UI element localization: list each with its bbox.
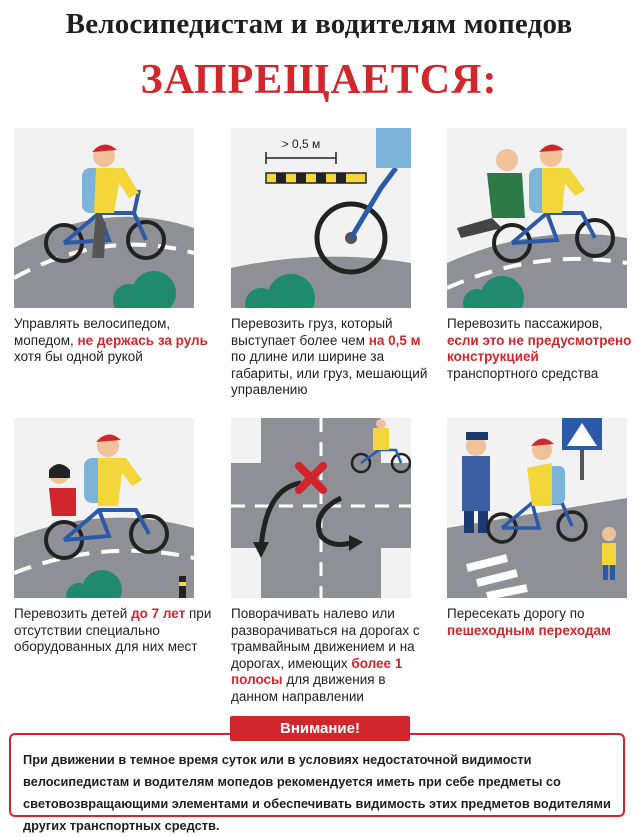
caption-highlight: не держась за руль: [77, 332, 208, 348]
caption-text: Управлять велосипедом, мопедом,: [14, 316, 171, 348]
notice-text: При движении в темное время суток или в условиях недостаточной видимости велосипедистам и водителям мопедов рекомендуется иметь при себе предметы со световозвращающими элементами и обеспечивать видимость этих предметов водителями других транспортных средств.: [23, 752, 611, 833]
caption-highlight: если это не предусмотрено конструкцией: [447, 332, 632, 364]
caption-text: транспортного средства: [447, 365, 599, 381]
page-subtitle: ЗАПРЕЩАЕТСЯ:: [140, 57, 498, 103]
page-title: Велосипедистам и водителям мопедов: [65, 8, 573, 40]
caption-child: [14, 606, 214, 656]
illustration-crosswalk: [447, 418, 627, 598]
caption-crosswalk: [447, 606, 627, 639]
caption-cargo: [231, 316, 431, 399]
caption-text: Пересекать дорогу по: [447, 606, 585, 621]
illustration-child: [14, 418, 194, 598]
illustration-left-turn: [231, 418, 411, 598]
caption-text: при отсутствии специально оборудованных для них мест: [14, 606, 212, 654]
illustration-passenger: [447, 128, 627, 308]
caption-left-turn: [231, 606, 421, 705]
caption-text: для движения в данном направлении: [231, 672, 386, 704]
illustration-no-hands: [14, 128, 194, 308]
illustration-cargo: [231, 128, 411, 308]
caption-text: по длине или ширине за габариты, или груз, мешающий управлению: [231, 349, 428, 397]
caption-highlight: на 0,5 м: [368, 332, 421, 348]
caption-text: Перевозить пассажиров,: [447, 316, 603, 331]
notice-box: [9, 733, 625, 833]
caption-text: Перевозить детей: [14, 606, 132, 621]
caption-highlight: до 7 лет: [131, 606, 186, 621]
caption-passenger: [447, 316, 632, 382]
caption-text: хотя бы одной рукой: [14, 349, 143, 364]
caption-no-hands: [14, 316, 214, 366]
caption-text: Поворачивать налево или разворачиваться на дорогах с трамвайным движением и на дорогах, имеющих: [231, 606, 420, 671]
measure-label: > 0,5 м: [281, 137, 321, 151]
caption-highlight: более 1 полосы: [231, 655, 403, 687]
notice-label: Внимание!: [230, 716, 410, 741]
caption-highlight: пешеходным переходам: [447, 622, 612, 638]
caption-text: Перевозить груз, который выступает более чем: [231, 316, 393, 348]
